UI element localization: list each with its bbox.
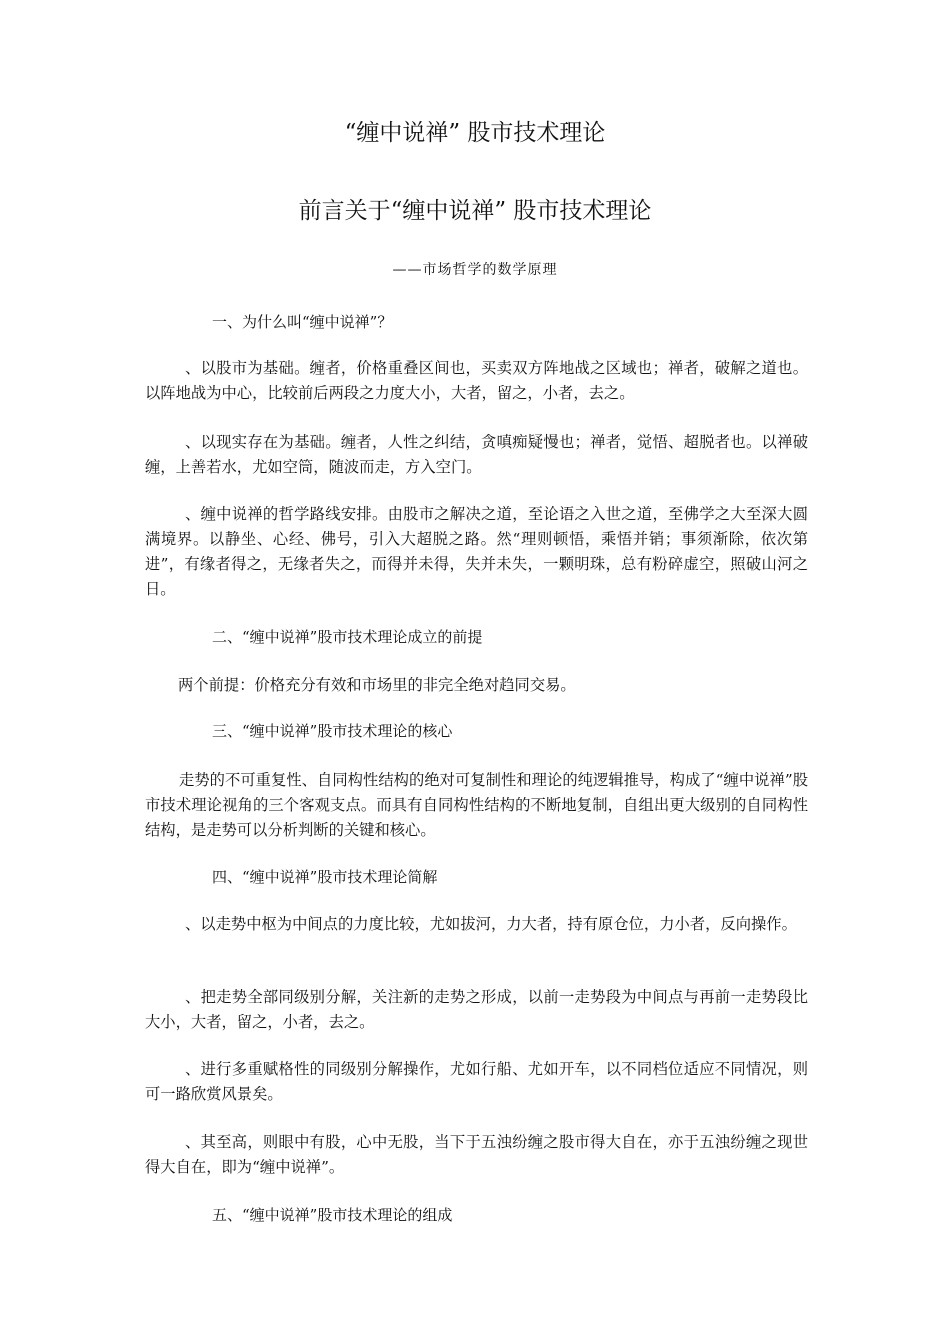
section-1-paragraph-3: 、缠中说禅的哲学路线安排。由股市之解决之道，至论语之入世之道，至佛学之大至深大圆满境界。以静坐、心经、佛号，引入大超脱之路。然“理则顿悟，乘悟并销；事须渐除，依次第进”，有缘者得之，无缘者失之，而得并未得，失并未失，一颗明珠，总有粉碎虚空，照破山河之日。 (145, 505, 808, 598)
section-4-heading: 四、“缠中说禅”股市技术理论简解 (212, 868, 438, 886)
section-4-paragraph-1: 、以走势中枢为中间点的力度比较，尤如拔河，力大者，持有原仓位，力小者，反向操作。 (185, 915, 797, 933)
preface-title: 前言关于“缠中说禅” 股市技术理论 (298, 198, 652, 224)
section-5-heading: 五、“缠中说禅”股市技术理论的组成 (212, 1206, 453, 1224)
section-3-heading: 三、“缠中说禅”股市技术理论的核心 (212, 722, 453, 740)
section-3-paragraph-1: 走势的不可重复性、自同构性结构的绝对可复制性和理论的纯逻辑推导，构成了“缠中说禅”股市技术理论视角的三个客观支点。而具有自同构性结构的不断地复制，自组出更大级别的自同构性结构，是走势可以分析判断的关键和核心。 (145, 771, 808, 839)
section-4-paragraph-4: 、其至高，则眼中有股，心中无股，当下于五浊纷缠之股市得大自在，亦于五浊纷缠之现世得大自在，即为“缠中说禅”。 (145, 1133, 808, 1176)
section-2-paragraph-1: 两个前提：价格充分有效和市场里的非完全绝对趋同交易。 (178, 676, 576, 694)
section-2-heading: 二、“缠中说禅”股市技术理论成立的前提 (212, 628, 483, 646)
section-1-paragraph-1: 、以股市为基础。缠者，价格重叠区间也，买卖双方阵地战之区域也；禅者，破解之道也。以阵地战为中心，比较前后两段之力度大小，大者，留之，小者，去之。 (145, 359, 808, 402)
section-1-paragraph-2: 、以现实存在为基础。缠者，人性之纠结，贪嗔痴疑慢也；禅者，觉悟、超脱者也。以禅破缠，上善若水，尤如空筒，随波而走，方入空门。 (145, 433, 808, 476)
document-title: “缠中说禅” 股市技术理论 (344, 120, 606, 146)
section-4-paragraph-2: 、把走势全部同级别分解，关注新的走势之形成，以前一走势段为中间点与再前一走势段比大小，大者，留之，小者，去之。 (145, 988, 808, 1031)
document-subtitle: ——市场哲学的数学原理 (392, 262, 558, 278)
section-4-paragraph-3: 、进行多重赋格性的同级别分解操作，尤如行船、尤如开车，以不同档位适应不同情况，则可一路欣赏风景矣。 (145, 1060, 808, 1103)
section-1-heading: 一、为什么叫“缠中说禅”？ (212, 313, 393, 331)
